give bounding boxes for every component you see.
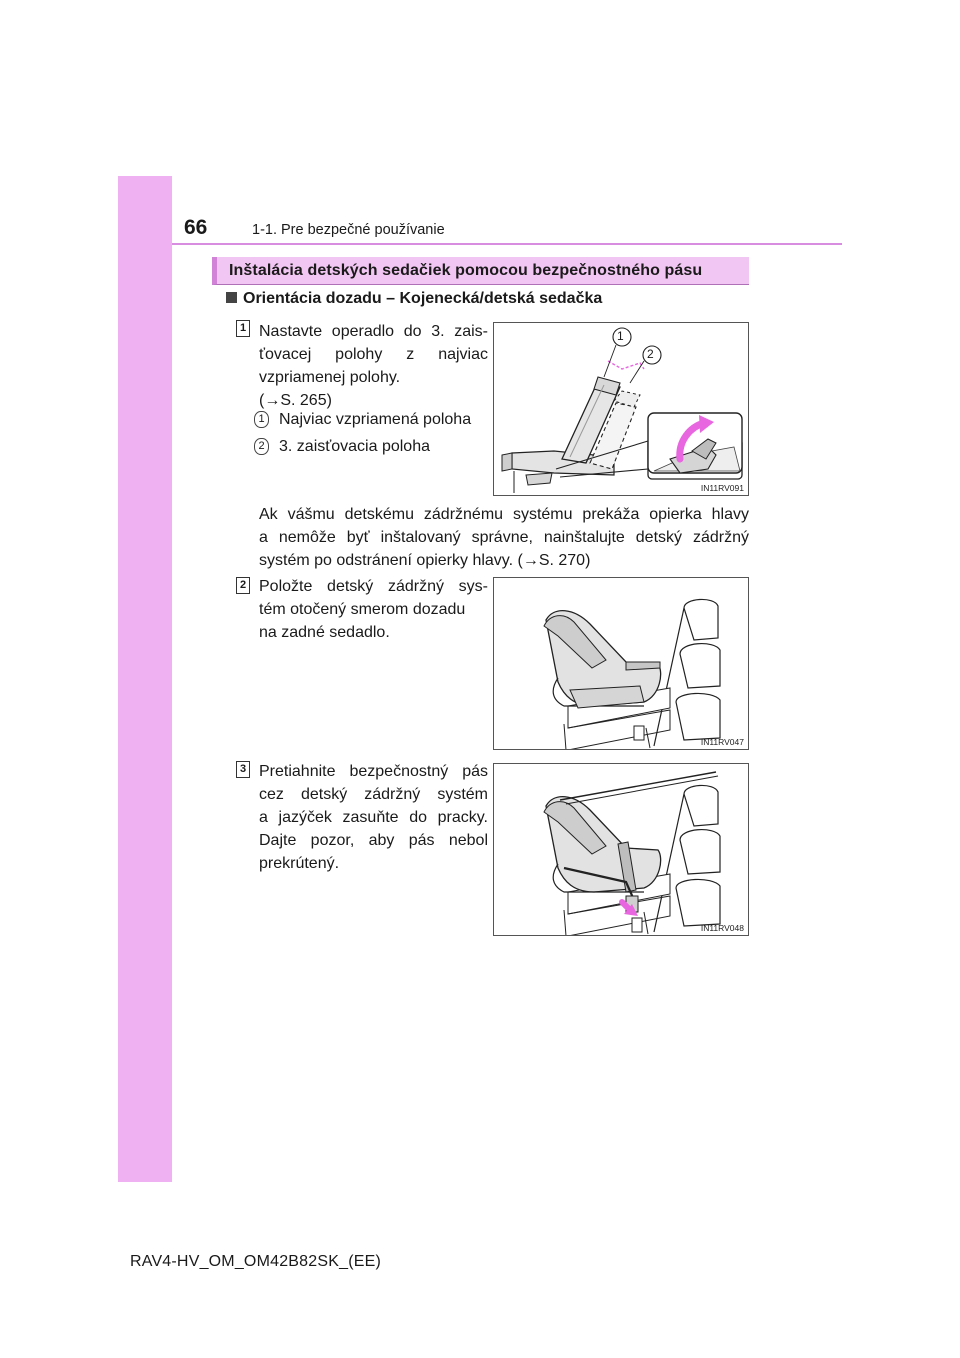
text-line: systém po odstránení opierky hlavy. (→S. 270) (259, 552, 591, 569)
callout-number-2: 2 (254, 438, 269, 455)
sub-heading-text: Orientácia dozadu – Kojenecká/detská sedačka (243, 290, 603, 307)
chapter-side-tab (118, 176, 172, 1182)
text-line: vzpriamenej polohy. (259, 369, 401, 386)
square-bullet-icon (226, 292, 237, 303)
text-line: tém otočený smerom dozadu (259, 601, 466, 618)
document-code-footer: RAV4-HV_OM_OM42B82SK_(EE) (130, 1253, 382, 1270)
figure-label-2: 2 (647, 347, 654, 361)
text-line: (→S. 265) (259, 392, 332, 409)
figure-seat-belt-routing (493, 763, 749, 936)
text-line: na zadné sedadlo. (259, 624, 390, 641)
header-rule (172, 243, 842, 245)
seatback-illustration (494, 323, 749, 496)
text-line: prekrútený. (259, 855, 340, 872)
text-line: a jazýček zasuňte do pracky. (259, 809, 488, 826)
text-line: ťovacej polohy z najviac (259, 346, 488, 363)
child-seat-placement-illustration (494, 578, 749, 750)
step-number-2: 2 (236, 577, 250, 594)
text-line: cez detský zádržný systém (259, 786, 488, 803)
step-number-3: 3 (236, 761, 250, 778)
figure-seatback-adjustment (493, 322, 749, 496)
callout-text-1: Najviac vzpriamená poloha (279, 411, 472, 428)
figure-code: IN11RV047 (700, 737, 744, 747)
sub-heading (226, 290, 602, 308)
figure-label-1: 1 (617, 329, 624, 343)
text-line: Pretiahnite bezpečnostný pás (259, 763, 488, 780)
text-line: a nemôže byť inštalovaný správne, nainštalujte detský zádržný (259, 529, 749, 546)
callout-text-2: 3. zaisťovacia poloha (279, 438, 430, 455)
text-line: Dajte pozor, aby pás nebol (259, 832, 488, 849)
callout-number-1: 1 (254, 411, 269, 428)
step-number-1: 1 (236, 320, 250, 337)
section-title: Inštalácia detských sedačiek pomocou bezpečnostného pásu (212, 257, 749, 285)
step-3-instruction (259, 760, 488, 875)
text-line: Položte detský zádržný sys- (259, 578, 488, 595)
figure-code: IN11RV048 (700, 923, 744, 933)
chapter-title: 1-1. Pre bezpečné používanie (252, 222, 445, 238)
page-number: 66 (184, 216, 208, 239)
headrest-note (259, 503, 749, 572)
seat-belt-routing-illustration (494, 764, 749, 936)
figure-code: IN11RV091 (700, 483, 744, 493)
figure-child-seat-placement (493, 577, 749, 750)
step-1-instruction (259, 320, 488, 412)
text-line: Ak vášmu detskému zádržnému systému prekáža opierka hlavy (259, 506, 749, 523)
text-line: Nastavte operadlo do 3. zais- (259, 323, 488, 340)
step-2-instruction (259, 575, 488, 644)
